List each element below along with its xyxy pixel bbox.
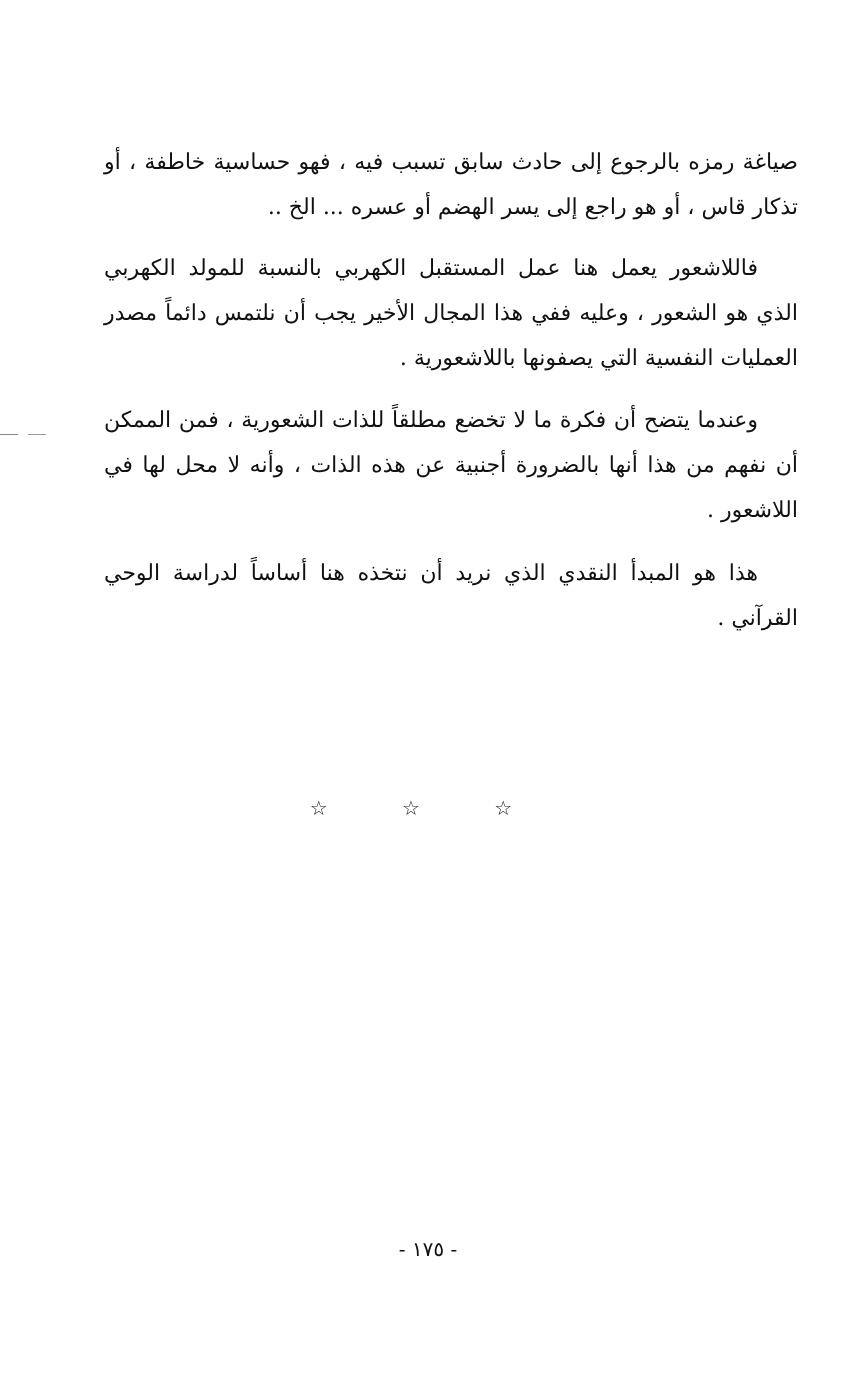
- margin-scan-mark: [0, 434, 60, 435]
- paragraph-1: صياغة رمزه بالرجوع إلى حادث سابق تسبب فيه ، فهو حساسية خاطفة ، أو تذكار قاس ، أو هو راجع إلى يسر الهضم أو عسره ... الخ ..: [104, 150, 798, 220]
- paragraph-continuation: [104, 140, 798, 230]
- paragraph-4: هذا هو المبدأ النقدي الذي نريد أن نتخذه هنا أساساً لدراسة الوحي القرآني .: [104, 561, 798, 631]
- paragraph-3: وعندما يتضح أن فكرة ما لا تخضع مطلقاً للذات الشعورية ، فمن الممكن أن نفهم من هذا أنها بالضرورة أجنبية عن هذه الذات ، وأنه لا محل لها في اللاشعور .: [104, 408, 798, 523]
- paragraph-critical-principle: [104, 551, 798, 641]
- page-number: - ١٧٥ -: [398, 1237, 458, 1261]
- paragraph-unconscious-receiver: [104, 246, 798, 381]
- section-separator-stars: ☆ ☆ ☆: [309, 796, 547, 820]
- paragraph-conscious-self: [104, 398, 798, 533]
- paragraph-2: فاللاشعور يعمل هنا عمل المستقبل الكهربي بالنسبة للمولد الكهربي الذي هو الشعور ، وعليه ففي هذا المجال الأخير يجب أن نلتمس دائماً مصدر العمليات النفسية التي يصفونها باللاشعورية .: [104, 256, 798, 371]
